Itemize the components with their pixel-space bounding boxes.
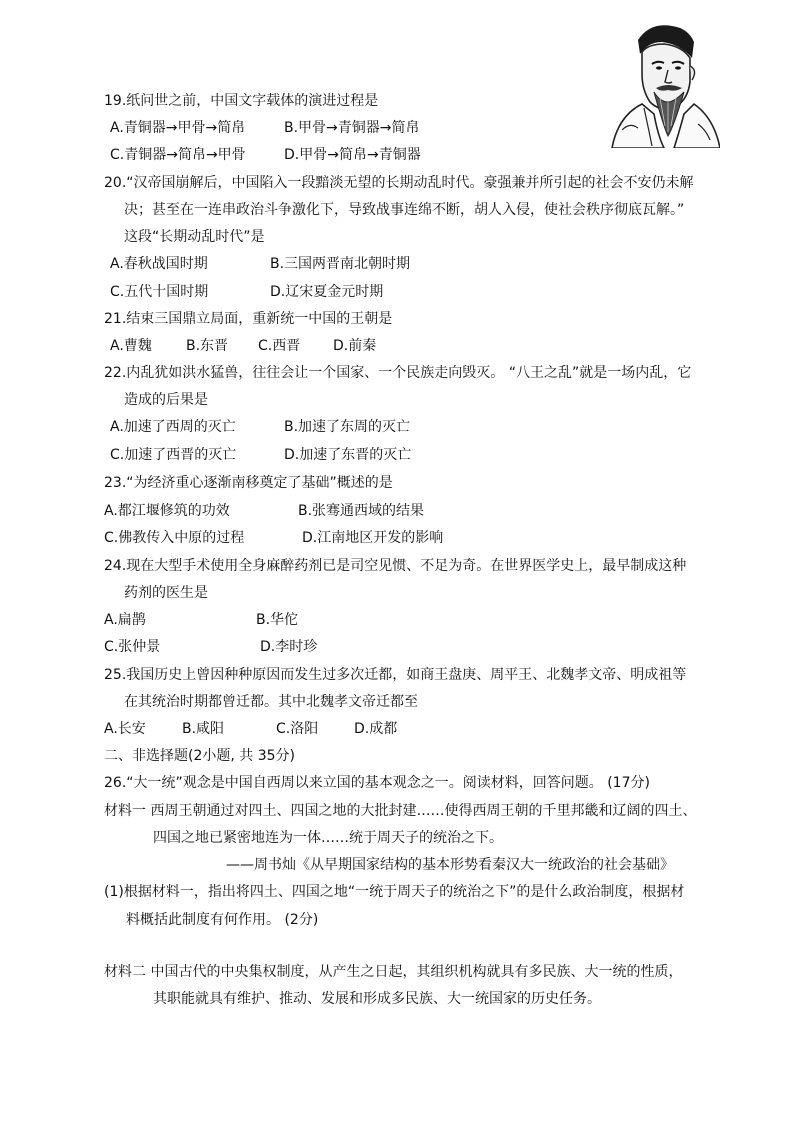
historical-figure-portrait — [608, 18, 720, 148]
question-23-option-a: A.都江堰修筑的功效 — [104, 503, 230, 519]
question-25-option-d: D.成都 — [354, 721, 398, 737]
question-20-stem-line1: 20.“汉帝国崩解后，中国陷入一段黯淡无望的长期动乱时代。豪强兼并所引起的社会不安仍未解 — [104, 175, 694, 191]
material-2-line2: 其职能就具有维护、推动、发展和形成多民族、大一统国家的历史任务。 — [153, 991, 601, 1007]
question-24-option-a: A.扁鹊 — [104, 612, 146, 628]
question-22-option-d: D.加速了东晋的灭亡 — [284, 447, 412, 463]
question-22-option-a: A.加速了西周的灭亡 — [110, 419, 236, 435]
question-20-option-c: C.五代十国时期 — [110, 284, 209, 300]
question-26-stem: 26.“大一统”观念是中国自西周以来立国的基本观念之一。阅读材料，回答问题。 (17分) — [104, 775, 650, 791]
material-1-line1: 材料一 西周王朝通过对四土、四国之地的大批封建……使得西周王朝的千里邦畿和辽阔的四土、 — [104, 803, 697, 819]
material-1-line2: 四国之地已紧密地连为一体……统于周天子的统治之下。 — [153, 830, 503, 846]
question-19-option-d: D.甲骨→简帛→青铜器 — [284, 147, 421, 163]
question-21-option-b: B.东晋 — [186, 338, 229, 354]
material-1-source: ——周书灿《从早期国家结构的基本形势看秦汉大一统政治的社会基础》 — [226, 857, 674, 873]
question-24-stem-line2: 药剂的医生是 — [124, 585, 208, 601]
question-20-option-d: D.辽宋夏金元时期 — [270, 284, 384, 300]
question-23-option-b: B.张骞通西域的结果 — [298, 503, 425, 519]
question-23-option-d: D.江南地区开发的影响 — [302, 530, 444, 546]
question-22-option-b: B.加速了东周的灭亡 — [284, 419, 411, 435]
question-21-stem: 21.结束三国鼎立局面，重新统一中国的王朝是 — [104, 311, 393, 327]
question-20-option-a: A.春秋战国时期 — [110, 256, 208, 272]
question-20-stem-line3: 这段“长期动乱时代”是 — [124, 229, 265, 245]
question-19-option-b: B.甲骨→青铜器→简帛 — [284, 120, 420, 136]
question-25-stem-line2: 在其统治时期都曾迁都。其中北魏孝文帝迁都至 — [124, 694, 418, 710]
question-19-stem: 19.纸问世之前，中国文字载体的演进过程是 — [104, 93, 379, 109]
question-23-option-c: C.佛教传入中原的过程 — [104, 530, 245, 546]
question-25-option-b: B.咸阳 — [182, 721, 225, 737]
question-25-stem-line1: 25.我国历史上曾因种种原因而发生过多次迁都，如商王盘庚、周平王、北魏孝文帝、明成祖等 — [104, 667, 687, 683]
question-22-stem-line1: 22.内乱犹如洪水猛兽，往往会让一个国家、一个民族走向毁灭。 “八王之乱”就是一场内乱，它 — [104, 365, 692, 381]
question-24-stem-line1: 24.现在大型手术使用全身麻醉药剂已是司空见惯、不足为奇。在世界医学史上，最早制成这种 — [104, 558, 687, 574]
question-24-option-d: D.李时珍 — [260, 639, 318, 655]
question-19-option-c: C.青铜器→简帛→甲骨 — [110, 147, 246, 163]
question-22-stem-line2: 造成的后果是 — [124, 392, 208, 408]
question-20-stem-line2: 决；甚至在一连串政治斗争激化下，导致战事连绵不断，胡人入侵，使社会秩序彻底瓦解。” — [124, 202, 685, 218]
question-21-option-a: A.曹魏 — [110, 338, 152, 354]
question-21-option-c: C.西晋 — [258, 338, 301, 354]
question-21-option-d: D.前秦 — [333, 338, 377, 354]
question-22-option-c: C.加速了西晋的灭亡 — [110, 447, 237, 463]
question-25-option-a: A.长安 — [104, 721, 146, 737]
material-2-line1: 材料二 中国古代的中央集权制度，从产生之日起，其组织机构就具有多民族、大一统的性质， — [104, 964, 683, 980]
subquestion-1-line1: (1)根据材料一，指出将四土、四国之地“一统于周天子的统治之下”的是什么政治制度，根据材 — [104, 884, 685, 900]
question-25-option-c: C.洛阳 — [276, 721, 319, 737]
question-24-option-b: B.华佗 — [256, 612, 299, 628]
question-20-option-b: B.三国两晋南北朝时期 — [270, 256, 411, 272]
question-24-option-c: C.张仲景 — [104, 639, 161, 655]
question-23-stem: 23.“为经济重心逐渐南移奠定了基础”概述的是 — [104, 475, 393, 491]
question-19-option-a: A.青铜器→甲骨→简帛 — [110, 120, 246, 136]
subquestion-1-line2: 料概括此制度有何作用。 (2分) — [126, 912, 319, 928]
section-2-heading: 二、非选择题(2小题, 共 35分) — [104, 748, 295, 764]
